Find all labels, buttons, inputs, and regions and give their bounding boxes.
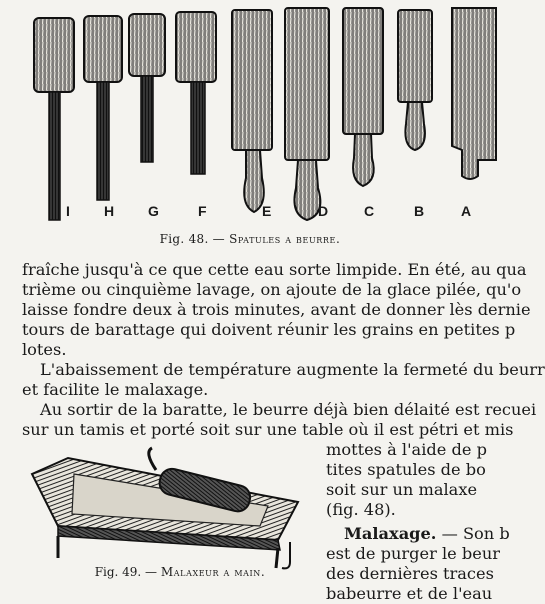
- figure-letter-d: D: [318, 203, 330, 219]
- malaxage-heading: Malaxage.: [344, 524, 437, 543]
- figure-49-title: Malaxeur a main.: [160, 565, 266, 579]
- paragraph-3-column-line: soit sur un malaxe: [326, 480, 478, 499]
- figure-letter-a: A: [461, 203, 473, 219]
- figure-48-title: Spatules a beurre.: [229, 232, 341, 246]
- paragraph-1-line: tours de barattage qui doivent réunir les grains en petites p: [22, 320, 516, 339]
- malaxage-first-line: [344, 524, 510, 544]
- paragraph-3-line: Au sortir de la baratte, le beurre déjà bien délaité est recuei: [40, 400, 537, 419]
- paragraph-1-line: lotes.: [22, 340, 67, 359]
- figure-48-number: Fig. 48. —: [159, 232, 225, 246]
- spatula-e: [232, 10, 272, 212]
- figure-letter-e: E: [262, 203, 273, 219]
- paragraph-3-column-line: tites spatules de bo: [326, 460, 486, 479]
- figure-letter-h: H: [104, 203, 116, 219]
- malaxage-line: babeurre et de l'eau: [326, 584, 493, 603]
- spatula-i: [34, 18, 74, 220]
- figure-49-caption: [60, 565, 300, 579]
- figure-letter-i: I: [66, 203, 71, 219]
- spatula-c: [343, 8, 383, 186]
- figure-letter-g: G: [148, 203, 160, 219]
- figure-letter-f: F: [198, 203, 208, 219]
- figure-letter-b: B: [414, 203, 426, 219]
- spatula-a: [452, 8, 496, 179]
- figure-49-illustration: [28, 444, 316, 576]
- malaxage-line: — Son b: [441, 524, 510, 543]
- paragraph-2-line: L'abaissement de température augmente la fermeté du beurr: [40, 360, 545, 379]
- paragraph-3-column-line: mottes à l'aide de p: [326, 440, 487, 459]
- figure-letter-c: C: [364, 203, 376, 219]
- paragraph-1-line: trième ou cinquième lavage, on ajoute de la glace pilée, qu'o: [22, 280, 522, 299]
- malaxage-line: est de purger le beur: [326, 544, 500, 563]
- figure-49-number: Fig. 49. —: [94, 565, 158, 579]
- figure-48-caption: [0, 232, 500, 246]
- paragraph-2-line: et facilite le malaxage.: [22, 380, 209, 399]
- spatula-d: [285, 8, 329, 220]
- paragraph-1-line: fraîche jusqu'à ce que cette eau sorte limpide. En été, au qua: [22, 260, 527, 279]
- spatula-g: [129, 14, 165, 162]
- paragraph-3-column-line: (fig. 48).: [326, 500, 396, 519]
- paragraph-3-line: sur un tamis et porté soit sur une table où il est pétri et mis: [22, 420, 514, 439]
- spatula-f: [176, 12, 216, 174]
- malaxage-line: des dernières traces: [326, 564, 494, 583]
- spatula-h: [84, 16, 122, 200]
- spatula-b: [398, 10, 432, 150]
- paragraph-1-line: laisse fondre deux à trois minutes, avant de donner lès dernie: [22, 300, 531, 319]
